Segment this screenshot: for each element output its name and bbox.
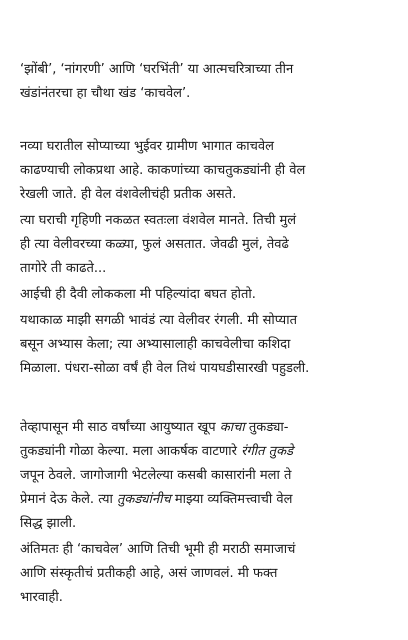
text-run: ‘झोंबी’, ‘नांगरणी’ आणि ‘घरभिंती’ या आत्मचरित्राच्या तीन <box>20 62 294 77</box>
text-line <box>20 564 277 584</box>
text-run: प्रेमानं देऊ केले. त्या <box>20 492 117 507</box>
text-line <box>20 335 290 355</box>
text-run: तुकड्या- <box>244 420 289 435</box>
text-line <box>20 84 190 104</box>
text-run: जपून ठेवले. जागोजागी भेटलेल्या कसबी कासारांनी मला ते <box>20 468 292 483</box>
text-run: त्या घराची गृहिणी नकळत स्वतःला वंशवेल मानते. तिची मुलं <box>20 213 297 228</box>
text-run: यथाकाळ माझी सगळी भावंडं त्या वेलीवर रंगली. मी सोप्यात <box>20 313 297 328</box>
text-line <box>20 137 274 157</box>
text-run: आईची ही दैवी लोककला मी पहिल्यांदा बघत होतो. <box>20 287 256 302</box>
text-line <box>20 185 236 205</box>
text-line <box>20 60 293 80</box>
text-run: भारवाही. <box>20 590 63 605</box>
text-line <box>20 235 289 255</box>
text-line <box>20 466 291 486</box>
italic-phrase: तुकड्यांनीच <box>117 492 171 507</box>
italic-phrase: काचा <box>219 420 245 435</box>
italic-phrase: रंगीत तुकडे <box>241 444 294 459</box>
text-line <box>20 418 288 438</box>
book-blurb-page <box>20 0 392 640</box>
text-line <box>20 285 256 305</box>
text-run: सिद्ध झाली. <box>20 516 77 531</box>
text-line <box>20 161 305 181</box>
text-line <box>20 211 296 231</box>
text-run: बसून अभ्यास केला; त्या अभ्यासालाही काचवेलीचा कशिदा <box>20 337 291 352</box>
text-run: काढण्याची लोकप्रथा आहे. काकणांच्या काचतुकड्यांनी ही वेल <box>20 163 306 178</box>
text-run: तुकड्यांनी गोळा केल्या. मला आकर्षक वाटणारे <box>20 444 242 459</box>
text-line <box>20 490 292 510</box>
text-run: आणि संस्कृतीचं प्रतीकही आहे, असं जाणवलं. मी फक्त <box>20 566 278 581</box>
text-line <box>20 588 63 608</box>
text-line <box>20 259 106 279</box>
text-run: नव्या घरातील सोप्याच्या भुईवर ग्रामीण भागात काचवेल <box>20 139 274 154</box>
text-run: अंतिमतः ही ‘काचवेल’ आणि तिची भूमी ही मराठी समाजाचं <box>20 542 296 557</box>
text-run: मिळाला. पंधरा-सोळा वर्षं ही वेल तिथं पायघडीसारखी पहुडली. <box>20 361 310 376</box>
text-run: तेव्हापासून मी साठ वर्षांच्या आयुष्यात खूप <box>20 420 220 435</box>
text-line <box>20 311 297 331</box>
text-line <box>20 442 293 462</box>
text-run: रेखली जाते. ही वेल वंशवेलीचंही प्रतीक असते. <box>20 187 237 202</box>
text-line <box>20 359 309 379</box>
text-run: तागोरे ती काढते... <box>20 261 107 276</box>
text-run: ही त्या वेलीवरच्या कळ्या, फुलं असतात. जेवढी मुलं, तेवढे <box>20 237 289 252</box>
text-run: खंडांनंतरचा हा चौथा खंड ‘काचवेल’. <box>20 86 191 101</box>
text-run: माझ्या व्यक्तिमत्त्वाची वेल <box>170 492 293 507</box>
text-line <box>20 514 76 534</box>
text-line <box>20 540 295 560</box>
